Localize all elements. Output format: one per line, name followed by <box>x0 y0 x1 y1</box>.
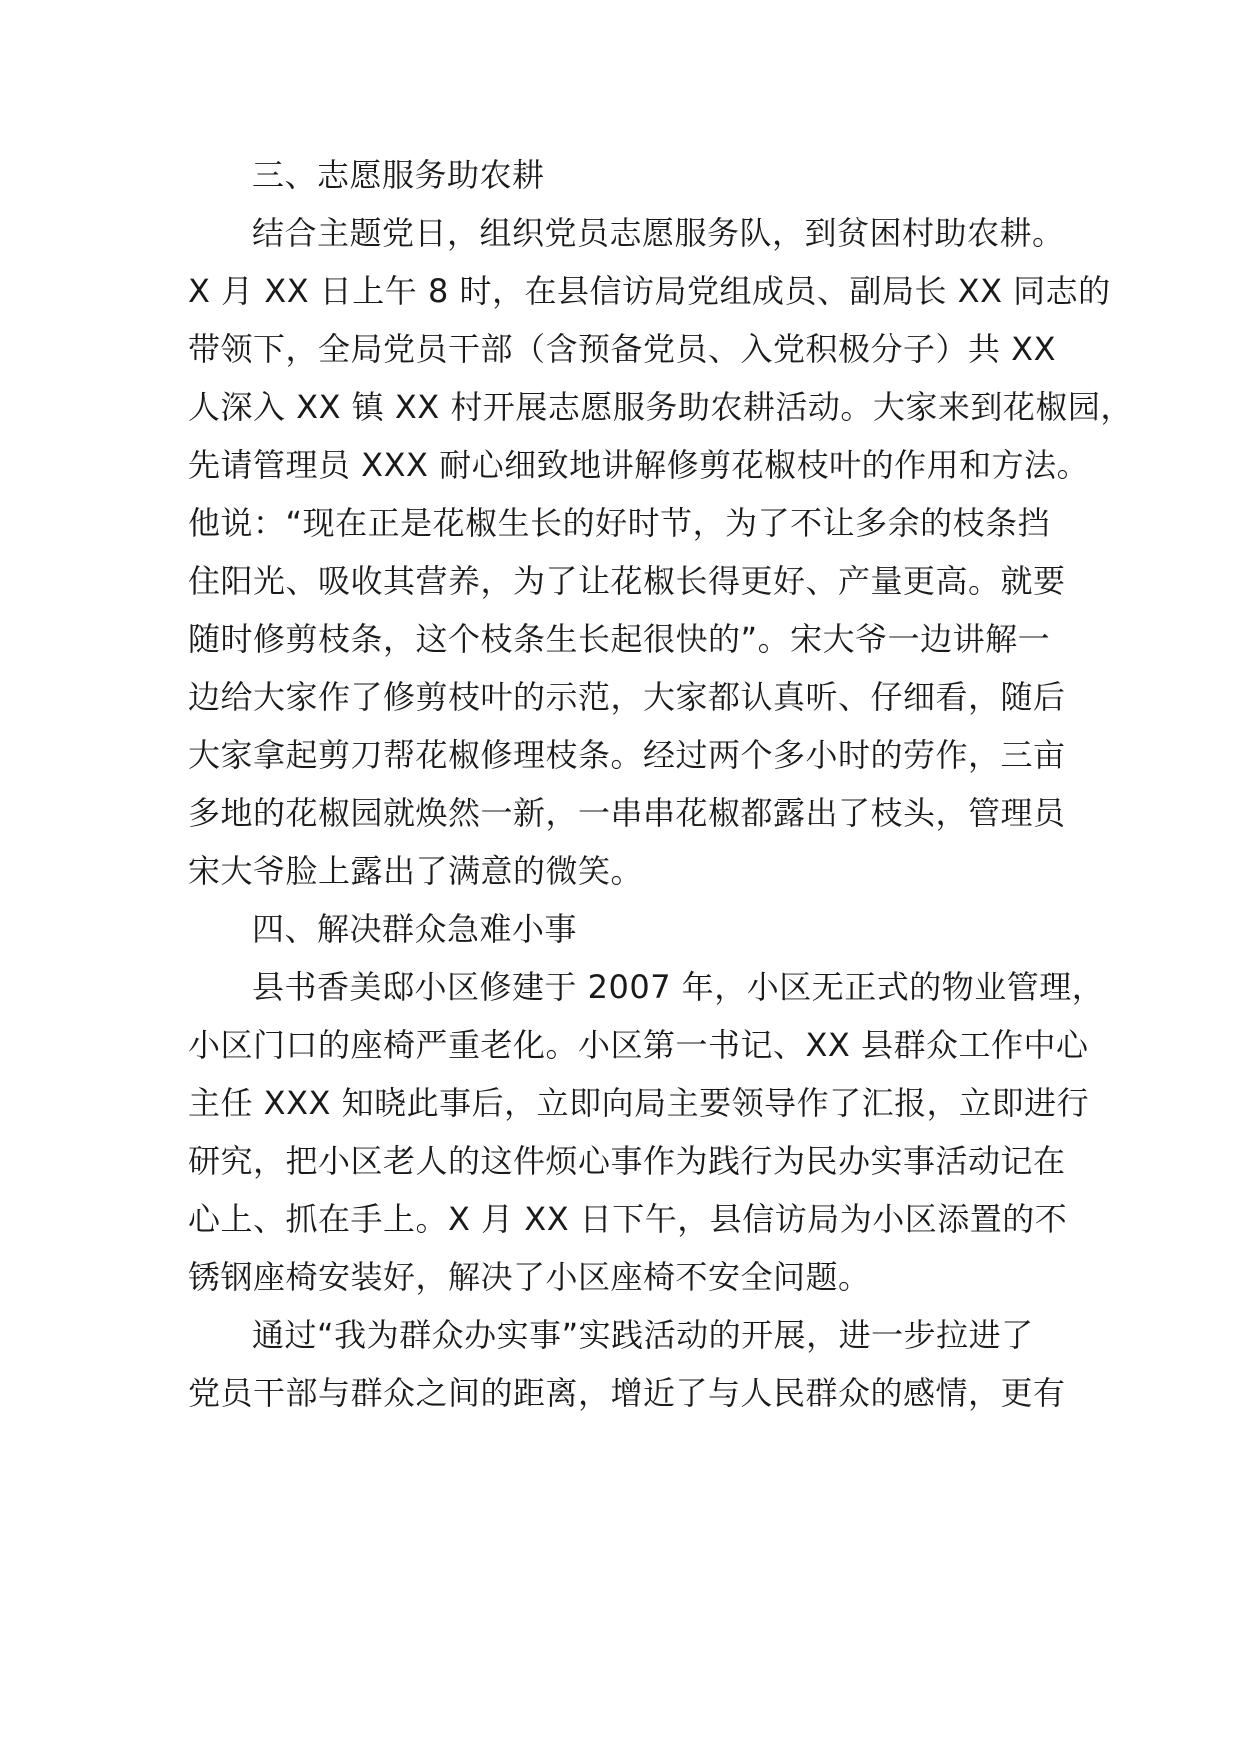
paragraph-line: 主任 XXX 知晓此事后，立即向局主要领导作了汇报，立即进行 <box>188 1084 1090 1122</box>
section-heading-3: 三、志愿服务助农耕 <box>252 156 545 194</box>
paragraph-line: 通过“我为群众办实事”实践活动的开展，进一步拉进了 <box>252 1316 1034 1354</box>
paragraph-line: 多地的花椒园就焕然一新，一串串花椒都露出了枝头，管理员 <box>188 794 1066 832</box>
paragraph-line: 住阳光、吸收其营养，为了让花椒长得更好、产量更高。就要 <box>188 562 1066 600</box>
paragraph-line: 边给大家作了修剪枝叶的示范，大家都认真听、仔细看，随后 <box>188 678 1066 716</box>
paragraph-line: 他说：“现在正是花椒生长的好时节，为了不让多余的枝条挡 <box>188 504 1051 542</box>
paragraph-line: X 月 XX 日上午 8 时，在县信访局党组成员、副局长 XX 同志的 <box>188 272 1111 310</box>
paragraph-line: 锈钢座椅安装好，解决了小区座椅不安全问题。 <box>188 1258 871 1296</box>
paragraph-line: 结合主题党日，组织党员志愿服务队，到贫困村助农耕。 <box>252 214 1065 252</box>
paragraph-line: 大家拿起剪刀帮花椒修理枝条。经过两个多小时的劳作，三亩 <box>188 736 1066 774</box>
paragraph-line: 心上、抓在手上。X 月 XX 日下午，县信访局为小区添置的不 <box>188 1200 1068 1238</box>
section-heading-4: 四、解决群众急难小事 <box>252 910 578 948</box>
paragraph-line: 宋大爷脸上露出了满意的微笑。 <box>188 852 644 890</box>
paragraph-line: 随时修剪枝条，这个枝条生长起很快的”。宋大爷一边讲解一 <box>188 620 1051 658</box>
paragraph-line: 小区门口的座椅严重老化。小区第一书记、XX 县群众工作中心 <box>188 1026 1089 1064</box>
paragraph-line: 研究，把小区老人的这件烦心事作为践行为民办实事活动记在 <box>188 1142 1066 1180</box>
paragraph-line: 先请管理员 XXX 耐心细致地讲解修剪花椒枝叶的作用和方法。 <box>188 446 1090 484</box>
paragraph-line: 人深入 XX 镇 XX 村开展志愿服务助农耕活动。大家来到花椒园， <box>188 388 1133 426</box>
paragraph-line: 县书香美邸小区修建于 2007 年，小区无正式的物业管理， <box>252 968 1105 1006</box>
paragraph-line: 党员干部与群众之间的距离，增近了与人民群众的感情，更有 <box>188 1374 1066 1412</box>
paragraph-line: 带领下，全局党员干部（含预备党员、入党积极分子）共 XX <box>188 330 1057 368</box>
